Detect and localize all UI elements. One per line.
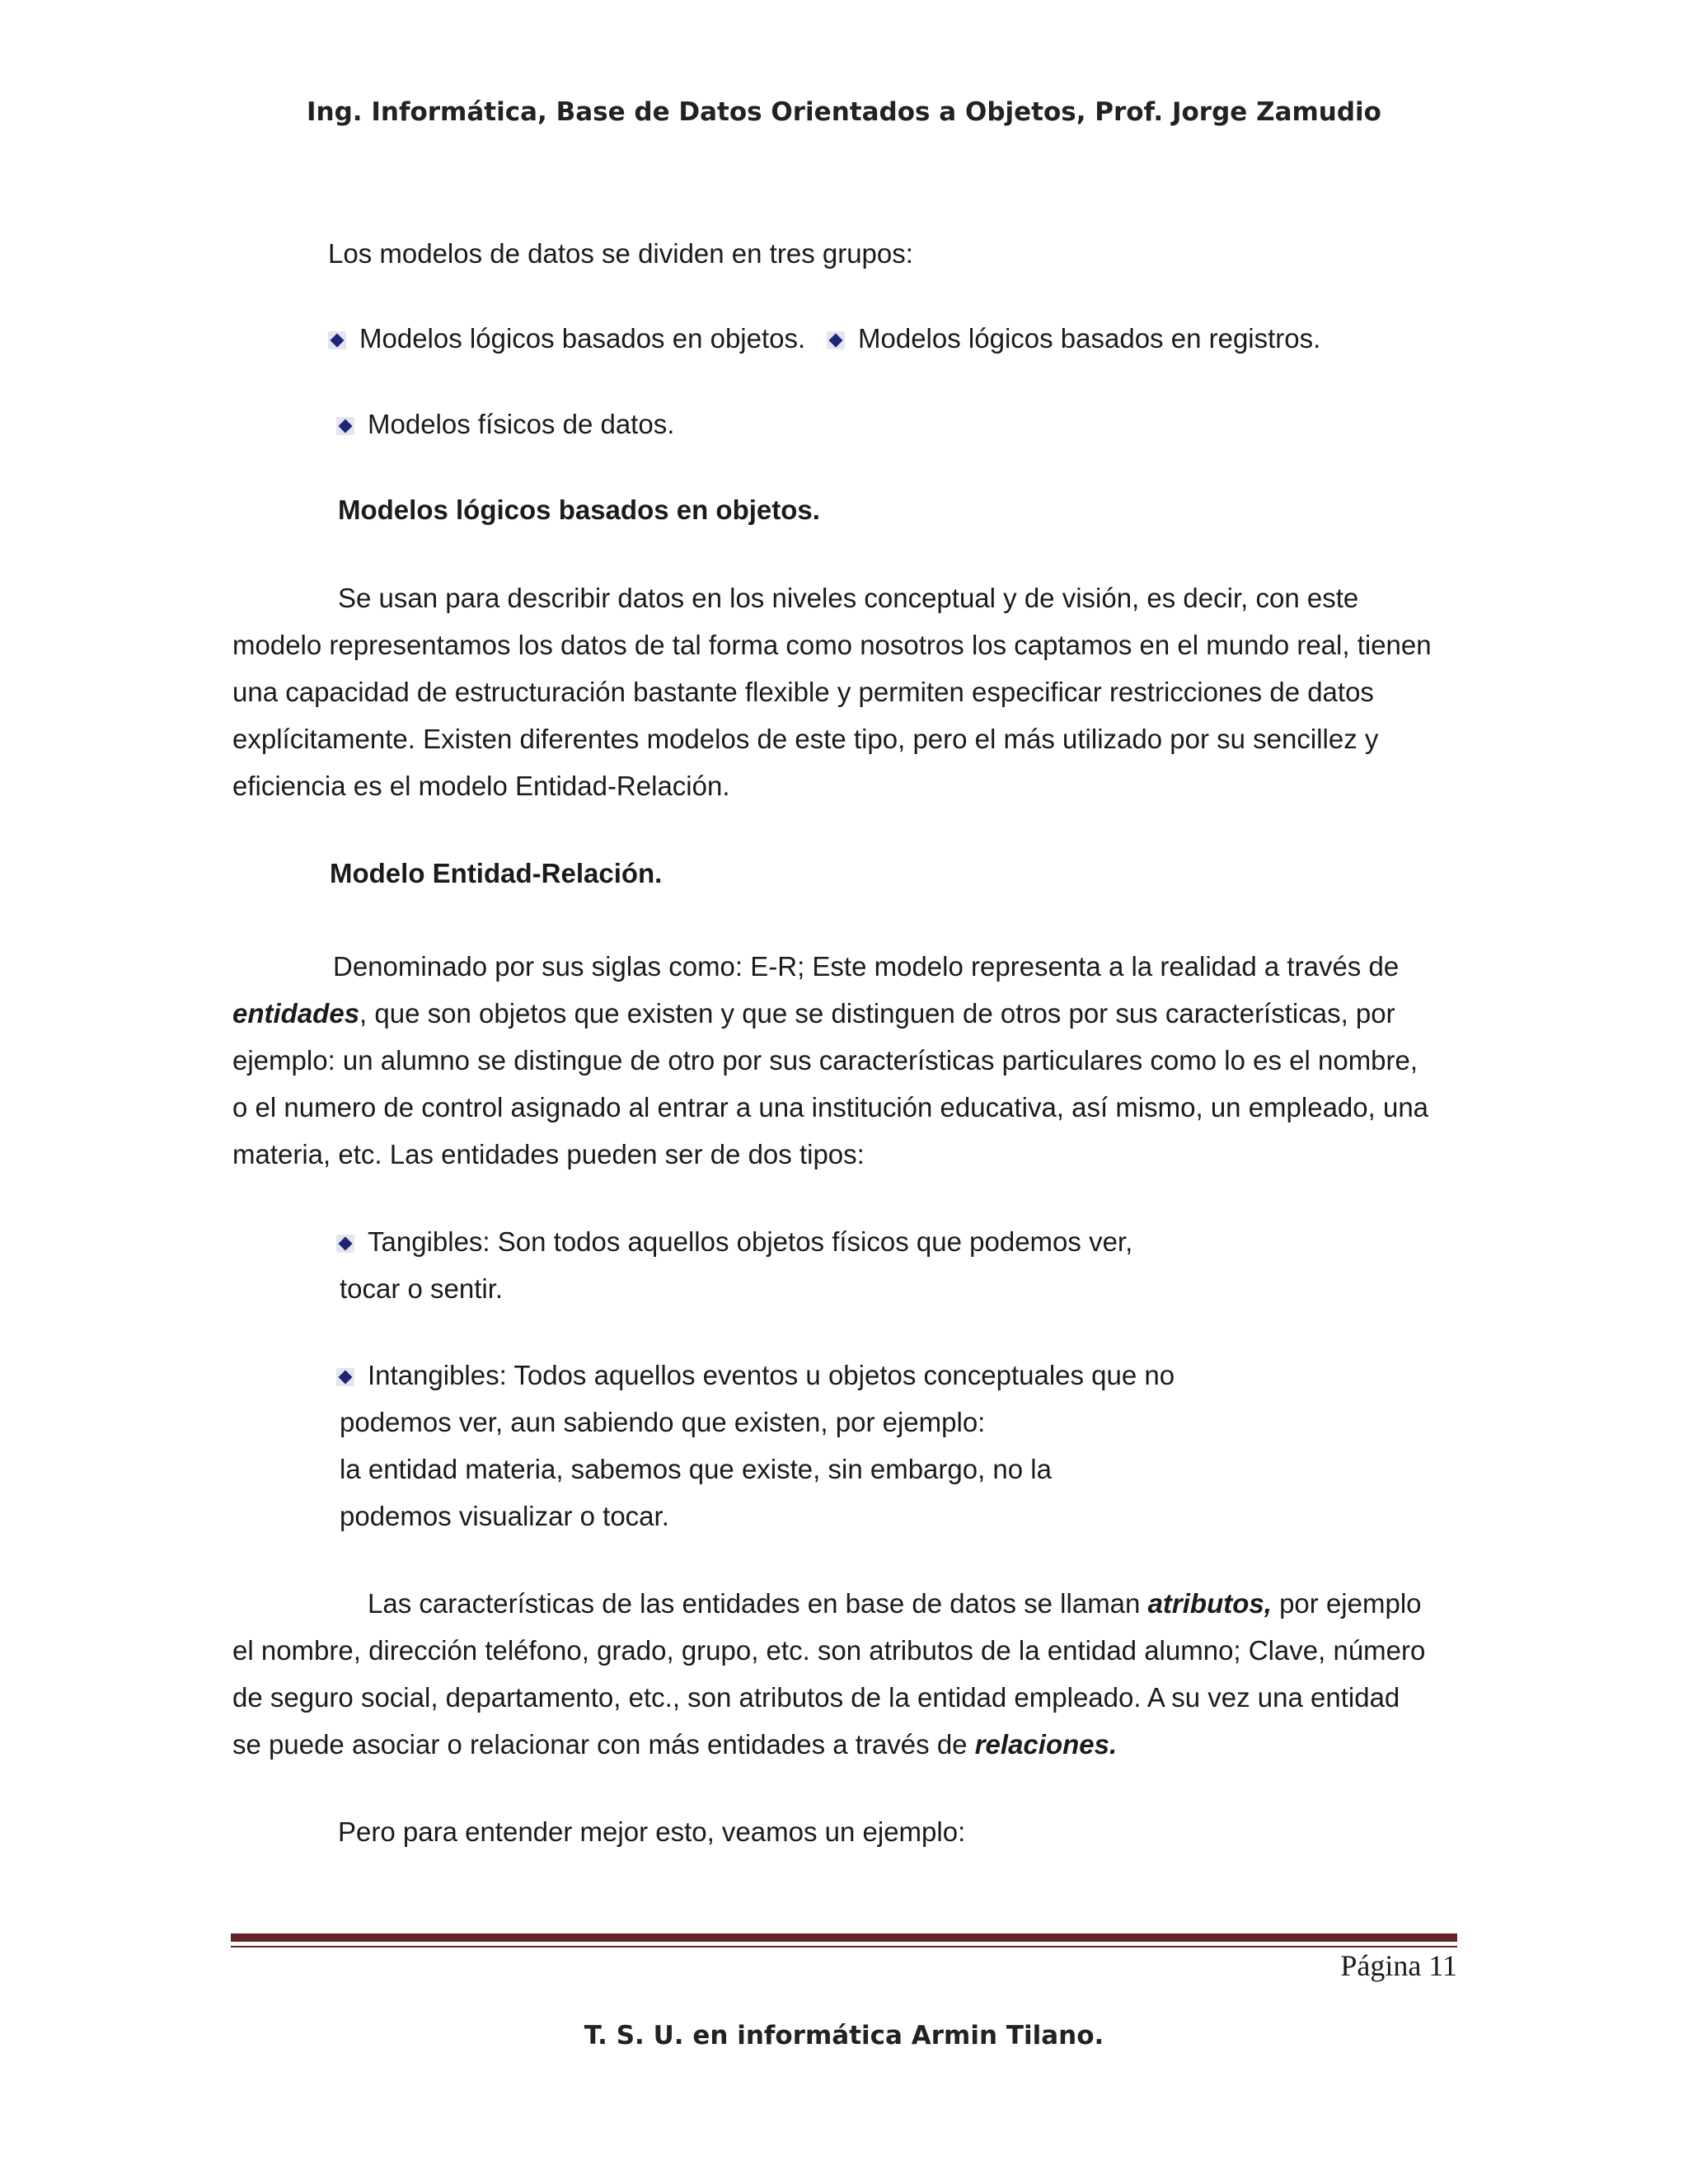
paragraph-text: , que son objetos que existen y que se distinguen de otros por sus características, por xyxy=(359,998,1395,1029)
closing-text: Pero para entender mejor esto, veamos un ejemplo: xyxy=(338,1816,966,1847)
bullet-item xyxy=(336,1359,1175,1392)
paragraph-line xyxy=(232,997,1395,1030)
bullet-item xyxy=(336,408,674,441)
diamond-bullet-icon xyxy=(336,1235,354,1253)
bullet-text: Tangibles: Son todos aquellos objetos físicos que podemos ver, xyxy=(368,1226,1133,1257)
bullet-continuation: tocar o sentir. xyxy=(340,1273,504,1304)
footer-rule xyxy=(231,1933,1457,1942)
bullet-item xyxy=(328,322,805,355)
intro-text: Los modelos de datos se dividen en tres grupos: xyxy=(328,238,913,269)
emphasis-term: atributos, xyxy=(1147,1588,1272,1619)
bullet-text: Modelos lógicos basados en objetos. xyxy=(359,323,806,354)
bullet-text: Modelos físicos de datos. xyxy=(368,409,675,439)
paragraph-text: por ejemplo xyxy=(1271,1588,1422,1619)
emphasis-term: entidades xyxy=(232,998,360,1029)
paragraph-line: eficiencia es el modelo Entidad-Relación. xyxy=(232,771,730,801)
footer-rule-thin xyxy=(231,1946,1457,1947)
emphasis-term: relaciones. xyxy=(974,1729,1118,1760)
diamond-bullet-icon xyxy=(328,331,346,349)
paragraph-text: se puede asociar o relacionar con más entidades a través de xyxy=(232,1729,975,1760)
section-heading: Modelos lógicos basados en objetos. xyxy=(338,494,820,525)
paragraph-line: materia, etc. Las entidades pueden ser de dos tipos: xyxy=(232,1139,865,1169)
diamond-bullet-icon xyxy=(336,417,354,435)
bullet-text: Modelos lógicos basados en registros. xyxy=(858,323,1321,354)
bullet-text: Intangibles: Todos aquellos eventos u objetos conceptuales que no xyxy=(368,1360,1175,1390)
paragraph-line: el nombre, dirección teléfono, grado, grupo, etc. son atributos de la entidad alumno; Clave, número xyxy=(232,1635,1426,1666)
paragraph-line xyxy=(368,1587,1422,1620)
paragraph-line: o el numero de control asignado al entrar a una institución educativa, así mismo, un empleado, una xyxy=(232,1092,1429,1122)
page-header: Ing. Informática, Base de Datos Orientados a Objetos, Prof. Jorge Zamudio xyxy=(307,97,1381,127)
bullet-item xyxy=(827,322,1320,355)
page-number: Página 11 xyxy=(1340,1949,1457,1982)
diamond-bullet-icon xyxy=(336,1368,354,1386)
paragraph-text: Las características de las entidades en base de datos se llaman xyxy=(368,1588,1148,1619)
paragraph-line: modelo representamos los datos de tal forma como nosotros los captamos en el mundo real, tienen xyxy=(232,630,1432,660)
bullet-item xyxy=(336,1226,1132,1258)
paragraph-line: explícitamente. Existen diferentes modelos de este tipo, pero el más utilizado por su sencillez y xyxy=(232,724,1379,754)
bullet-continuation: podemos visualizar o tocar. xyxy=(340,1501,669,1531)
paragraph-line: una capacidad de estructuración bastante flexible y permiten especificar restricciones de datos xyxy=(232,677,1374,707)
paragraph-line: Denominado por sus siglas como: E-R; Este modelo representa a la realidad a través de xyxy=(333,951,1400,982)
paragraph-line: ejemplo: un alumno se distingue de otro por sus características particulares como lo es el nombre, xyxy=(232,1045,1418,1076)
bullet-continuation: podemos ver, aun sabiendo que existen, por ejemplo: xyxy=(340,1407,986,1437)
page-footer: T. S. U. en informática Armin Tilano. xyxy=(584,2021,1104,2050)
diamond-bullet-icon xyxy=(827,331,845,349)
paragraph-line xyxy=(232,1728,1117,1761)
section-heading: Modelo Entidad-Relación. xyxy=(330,858,663,888)
paragraph-line: de seguro social, departamento, etc., son atributos de la entidad empleado. A su vez una entidad xyxy=(232,1682,1400,1713)
paragraph-line: Se usan para describir datos en los niveles conceptual y de visión, es decir, con este xyxy=(338,583,1359,613)
bullet-continuation: la entidad materia, sabemos que existe, sin embargo, no la xyxy=(340,1454,1052,1484)
